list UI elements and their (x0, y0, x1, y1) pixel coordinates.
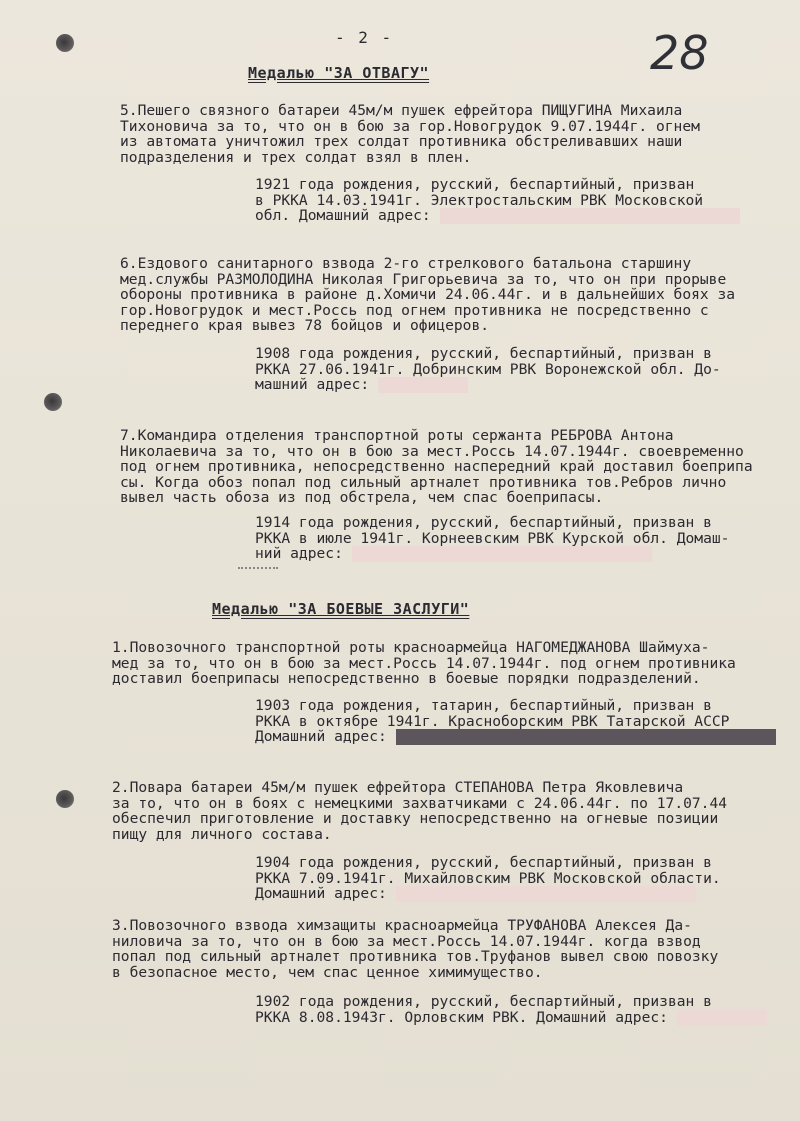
page-number: - 2 - (335, 28, 394, 47)
entry-bio: 1921 года рождения, русский, беспартийный, призван в РККА 14.03.1941г. Электростальским РВК Московской обл. Домашний адрес: (255, 177, 740, 224)
entry-text: 5.Пешего связного батареи 45м/м пушек ефрейтора ПИЩУГИНА Михаила Тихоновича за то, что он в бою за гор.Новогрудок 9.07.1944г. огнем из автомата уничтожил трех солдат противника обстреливавших наши подразделения и трех солдат взял в плен. (120, 102, 700, 166)
punch-hole (56, 790, 74, 808)
redacted-block (352, 546, 652, 562)
redacted-block (396, 886, 696, 902)
pencil-mark (238, 567, 278, 573)
section-title-otvagu: Медалью "ЗА ОТВАГУ" (248, 64, 430, 82)
punch-hole (44, 393, 62, 411)
entry-bio: 1903 года рождения, татарин, беспартийный, призван в РККА в октябре 1941г. Красноборским РВК Татарской АССР Домашний адрес: (255, 698, 776, 745)
entry-bio: 1908 года рождения, русский, беспартийный, призван в РККА 27.06.1941г. Добринским РВК Воронежской обл. До- машний адрес: (255, 345, 721, 393)
entry-text: 1.Повозочного транспортной роты красноармейца НАГОМЕДЖАНОВА Шаймуха- мед за то, что он в бою за мест.Россь 14.07.1944г. под огнем противника доставил боеприпасы непосредственно в боевые порядки подразделений. (112, 639, 736, 687)
entry-text: 2.Повара батареи 45м/м пушек ефрейтора СТЕПАНОВА Петра Яковлевича за то, что он в боях с немецкими захватчиками с 24.06.44г. по 17.07.44 обеспечил приготовление и доставку непосредственно на огневые позиции пищу для личного состава. (112, 779, 728, 843)
entry-text: 3.Повозочного взвода химзащиты красноармейца ТРУФАНОВА Алексея Да- ниловича за то, что он в бою за мест.Россь 14.07.1944г. когда взвод попал под сильный артналет противника тов.Труфанов вывел свою повозку в безопасное место, чем спас ценное химимущество. (112, 917, 719, 981)
redacted-block (677, 1010, 767, 1026)
entry-bio: 1914 года рождения, русский, беспартийный, призван в РККА в июле 1941г. Корнеевским РВК Курской обл. Домаш- ний адрес: (255, 514, 730, 562)
redacted-block (440, 208, 740, 224)
redacted-block (378, 377, 468, 393)
section-title-boevye-zaslugi: Медалью "ЗА БОЕВЫЕ ЗАСЛУГИ" (212, 600, 470, 618)
entry-text: 6.Ездового санитарного взвода 2-го стрелкового батальона старшину мед.службы РАЗМОЛОДИНА Николая Григорьевича за то, что он при прорыве обороны противника в районе д.Хомичи 24.06.44г. и в дальнейших боях за гор.Новогрудок и мест.Россь под огнем противника не посредственно с переднего края вывез 78 бойцов и офицеров. (120, 255, 736, 334)
handwritten-number: 28 (650, 26, 709, 80)
punch-hole (56, 34, 74, 52)
entry-bio: 1902 года рождения, русский, беспартийный, призван в РККА 8.08.1943г. Орловским РВК. Домашний адрес: (255, 994, 767, 1026)
redacted-block (396, 729, 776, 745)
entry-text: 7.Командира отделения транспортной роты сержанта РЕБРОВА Антона Николаевича за то, что он в бою за мест.Россь 14.07.1944г. своевременно под огнем противника, непосредственно наспередний край доставил боеприпа сы. Когда обоз попал под сильный артналет противника тов.Ребров лично вывел часть обоза из под обстрела, чем спас боеприпасы. (120, 427, 753, 506)
entry-bio: 1904 года рождения, русский, беспартийный, призван в РККА 7.09.1941г. Михайловским РВК Московской области. Домашний адрес: (255, 854, 721, 902)
